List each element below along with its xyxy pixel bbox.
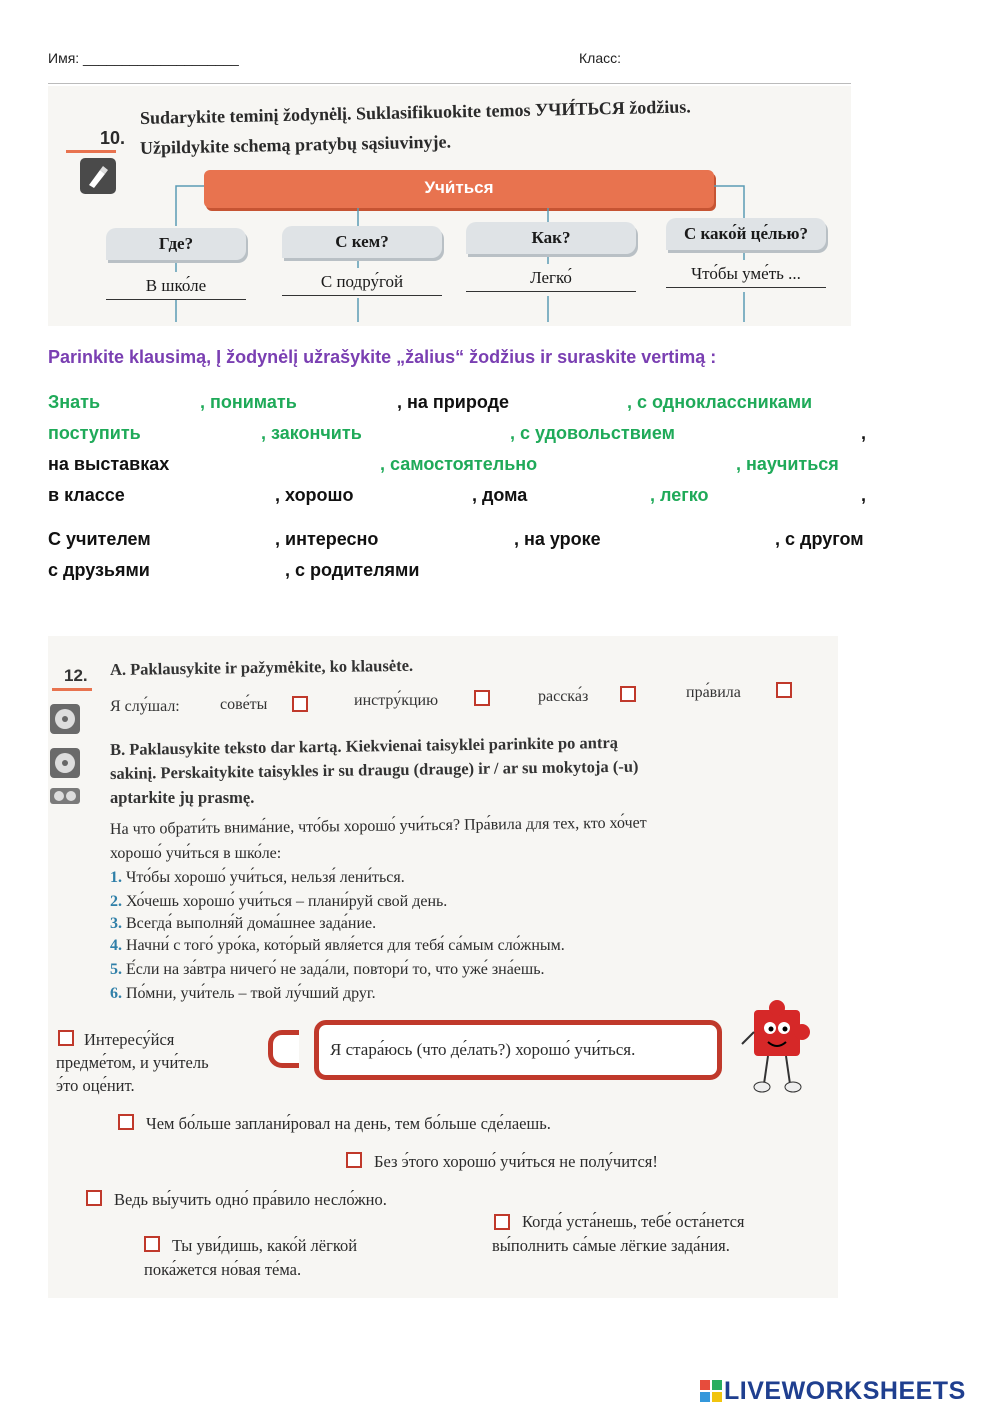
rule-number: 3. bbox=[110, 915, 122, 932]
checkbox-option-4[interactable] bbox=[86, 1190, 102, 1206]
option-4: Ведь вы́учить одно́ пра́вило несло́жно. bbox=[114, 1190, 387, 1209]
word-znat[interactable]: Знать bbox=[48, 392, 101, 412]
word-na-prirode[interactable]: , на природе bbox=[397, 392, 510, 412]
rule-2 bbox=[110, 890, 447, 914]
word-doma[interactable]: , дома bbox=[472, 485, 528, 505]
rule-number: 1. bbox=[110, 869, 122, 886]
part-a-instruction: A. Paklausykite ir pažymėkite, ko klausėte. bbox=[109, 655, 414, 679]
puzzle-mascot-icon bbox=[738, 988, 818, 1098]
header-divider bbox=[48, 83, 851, 84]
category-how: Как? bbox=[466, 222, 636, 254]
word-zakonchit[interactable]: , закончить bbox=[261, 423, 362, 443]
intro-line-1: На что обрати́ть внима́ние, что́бы хорошо́ учи́ться? Пра́вила для тех, кто хо́чет bbox=[109, 814, 647, 838]
rule-3 bbox=[110, 912, 376, 936]
rule-text: По́мни, учи́тель – твой лу́чший друг. bbox=[126, 985, 376, 1002]
option-1-line-2: предме́том, и учи́тель bbox=[56, 1053, 209, 1072]
comma: , bbox=[861, 423, 867, 443]
category-purpose: С како́й це́лью? bbox=[666, 218, 826, 250]
word-v-klasse[interactable]: в классе bbox=[48, 485, 125, 505]
heard-option-pravila: пра́вила bbox=[686, 684, 741, 701]
speech-bubble-text: Я стара́юсь (что де́лать?) хорошо́ учи́ться. bbox=[330, 1040, 636, 1059]
comma: , bbox=[861, 485, 867, 505]
rule-number: 4. bbox=[110, 937, 122, 954]
rule-1 bbox=[110, 866, 405, 890]
rule-number: 5. bbox=[110, 961, 122, 978]
word-samostoyatelno[interactable]: , самостоятельно bbox=[380, 454, 538, 474]
category-with-whom: С кем? bbox=[282, 226, 442, 258]
part-b-instruction-2: sakinį. Perskaitykite taisykles ir su draugu (drauge) ir / ar su mokytoja (-u) bbox=[109, 756, 639, 783]
checkbox-option-2[interactable] bbox=[118, 1114, 134, 1130]
checkbox-instrukciyu[interactable] bbox=[474, 690, 490, 706]
word-nauchitsya[interactable]: , научиться bbox=[736, 454, 839, 474]
exercise10-instruction-2: Užpildykite schemą pratybų sąsiuvinyje. bbox=[139, 131, 452, 158]
audio-disc-icon bbox=[50, 704, 80, 734]
answer-purpose: Что́бы уме́ть ... bbox=[666, 264, 826, 288]
answer-where: В шко́ле bbox=[106, 276, 246, 300]
word-s-udovolstviem[interactable]: , с удовольствием bbox=[510, 423, 675, 443]
rule-text: Что́бы хорошо́ учи́ться, нельзя́ лени́ться. bbox=[126, 869, 405, 886]
class-label: Класс: bbox=[579, 50, 621, 66]
word-ponimat[interactable]: , понимать bbox=[200, 392, 297, 412]
rule-6 bbox=[110, 982, 376, 1006]
heard-option-instrukciyu: инстру́кцию bbox=[354, 692, 439, 709]
answer-how: Легко́ bbox=[466, 268, 636, 292]
liveworksheets-brand[interactable]: LIVEWORKSHEETS bbox=[724, 1377, 966, 1405]
rule-text: Хо́чешь хорошо́ учи́ться – плани́руй свой день. bbox=[126, 893, 448, 910]
word-s-roditelyami[interactable]: , с родителями bbox=[285, 560, 420, 580]
exercise12-panel bbox=[48, 636, 838, 1298]
word-postupit[interactable]: поступить bbox=[48, 423, 141, 443]
name-label: Имя: ____________________ bbox=[48, 50, 239, 66]
part-b-instruction-1: B. Paklausykite teksto dar kartą. Kiekvienai taisyklei parinkite po antrą bbox=[109, 732, 619, 759]
liveworksheets-logo-icon bbox=[700, 1380, 722, 1402]
category-where: Где? bbox=[106, 228, 246, 260]
rule-4 bbox=[110, 934, 565, 958]
checkbox-option-3[interactable] bbox=[346, 1152, 362, 1168]
bubble-tab bbox=[268, 1030, 299, 1068]
option-1-line-3: э́то оце́нит. bbox=[56, 1076, 135, 1095]
rule-text: Начни́ с того́ уро́ка, кото́рый явля́ется для тебя́ са́мым сло́жным. bbox=[126, 937, 565, 954]
number-underline bbox=[52, 688, 92, 691]
checkbox-sovety[interactable] bbox=[292, 696, 308, 712]
task-instruction: Parinkite klausimą, Į žodynėlį užrašykite „žalius“ žodžius ir suraskite vertimą : bbox=[48, 347, 717, 367]
audio-disc-icon bbox=[50, 748, 80, 778]
checkbox-option-5[interactable] bbox=[144, 1236, 160, 1252]
part-b-instruction-3: aptarkite jų prasmę. bbox=[110, 788, 255, 807]
checkbox-pravila[interactable] bbox=[776, 682, 792, 698]
option-1-line-1: Интересу́йся bbox=[84, 1030, 175, 1049]
rule-text: Всегда́ выполня́й дома́шнее зада́ние. bbox=[126, 915, 377, 932]
word-na-vystavkah[interactable]: на выставках bbox=[48, 454, 170, 474]
exercise10-number: 10. bbox=[100, 128, 126, 148]
exercise12-number: 12. bbox=[64, 666, 88, 685]
option-6-line-1: Когда́ уста́нешь, тебе́ оста́нется bbox=[522, 1212, 745, 1231]
rule-number: 6. bbox=[110, 985, 122, 1002]
word-na-uroke[interactable]: , на уроке bbox=[514, 529, 601, 549]
pair-work-icon bbox=[50, 788, 80, 804]
root-label: Учи́ться bbox=[424, 178, 494, 197]
word-horosho[interactable]: , хорошо bbox=[275, 485, 354, 505]
word-s-odnoklassnikami[interactable]: , с одноклассниками bbox=[627, 392, 813, 412]
option-3: Без э́того хорошо́ учи́ться не полу́чится! bbox=[374, 1152, 658, 1171]
option-6-line-2: вы́полнить са́мые лёгкие зада́ния. bbox=[492, 1236, 730, 1255]
word-s-druzyami[interactable]: с друзьями bbox=[48, 560, 150, 580]
word-s-uchitelem[interactable]: С учителем bbox=[48, 529, 151, 549]
heard-option-sovety: сове́ты bbox=[220, 696, 268, 713]
rule-text: Е́сли на за́втра ничего́ не зада́ли, повтори́ то, что уже́ зна́ешь. bbox=[126, 961, 545, 978]
checkbox-rasskaz[interactable] bbox=[620, 686, 636, 702]
rule-5 bbox=[110, 958, 545, 982]
heard-option-rasskaz: расска́з bbox=[538, 688, 589, 705]
checkbox-option-1[interactable] bbox=[58, 1030, 74, 1046]
option-2: Чем бо́льше заплани́ровал на день, тем бо́льше сде́лаешь. bbox=[146, 1114, 551, 1133]
intro-line-2: хорошо́ учи́ться в шко́ле: bbox=[110, 845, 282, 862]
answer-with-whom: С подру́гой bbox=[282, 272, 442, 296]
word-legko[interactable]: , легко bbox=[650, 485, 709, 505]
word-interesno[interactable]: , интересно bbox=[275, 529, 379, 549]
option-5-line-2: пока́жется но́вая те́ма. bbox=[144, 1260, 302, 1279]
option-5-line-1: Ты уви́дишь, како́й лёгкой bbox=[172, 1236, 358, 1255]
exercise10-panel bbox=[48, 86, 851, 326]
exercise10-instruction-1: Sudarykite teminį žodynėlį. Suklasifikuokite temos УЧИ́ТЬСЯ žodžius. bbox=[139, 96, 692, 128]
checkbox-option-6[interactable] bbox=[494, 1214, 510, 1230]
rule-number: 2. bbox=[110, 893, 122, 910]
heard-label: Я слу́шал: bbox=[110, 698, 180, 715]
word-s-drugom[interactable]: , с другом bbox=[775, 529, 864, 549]
